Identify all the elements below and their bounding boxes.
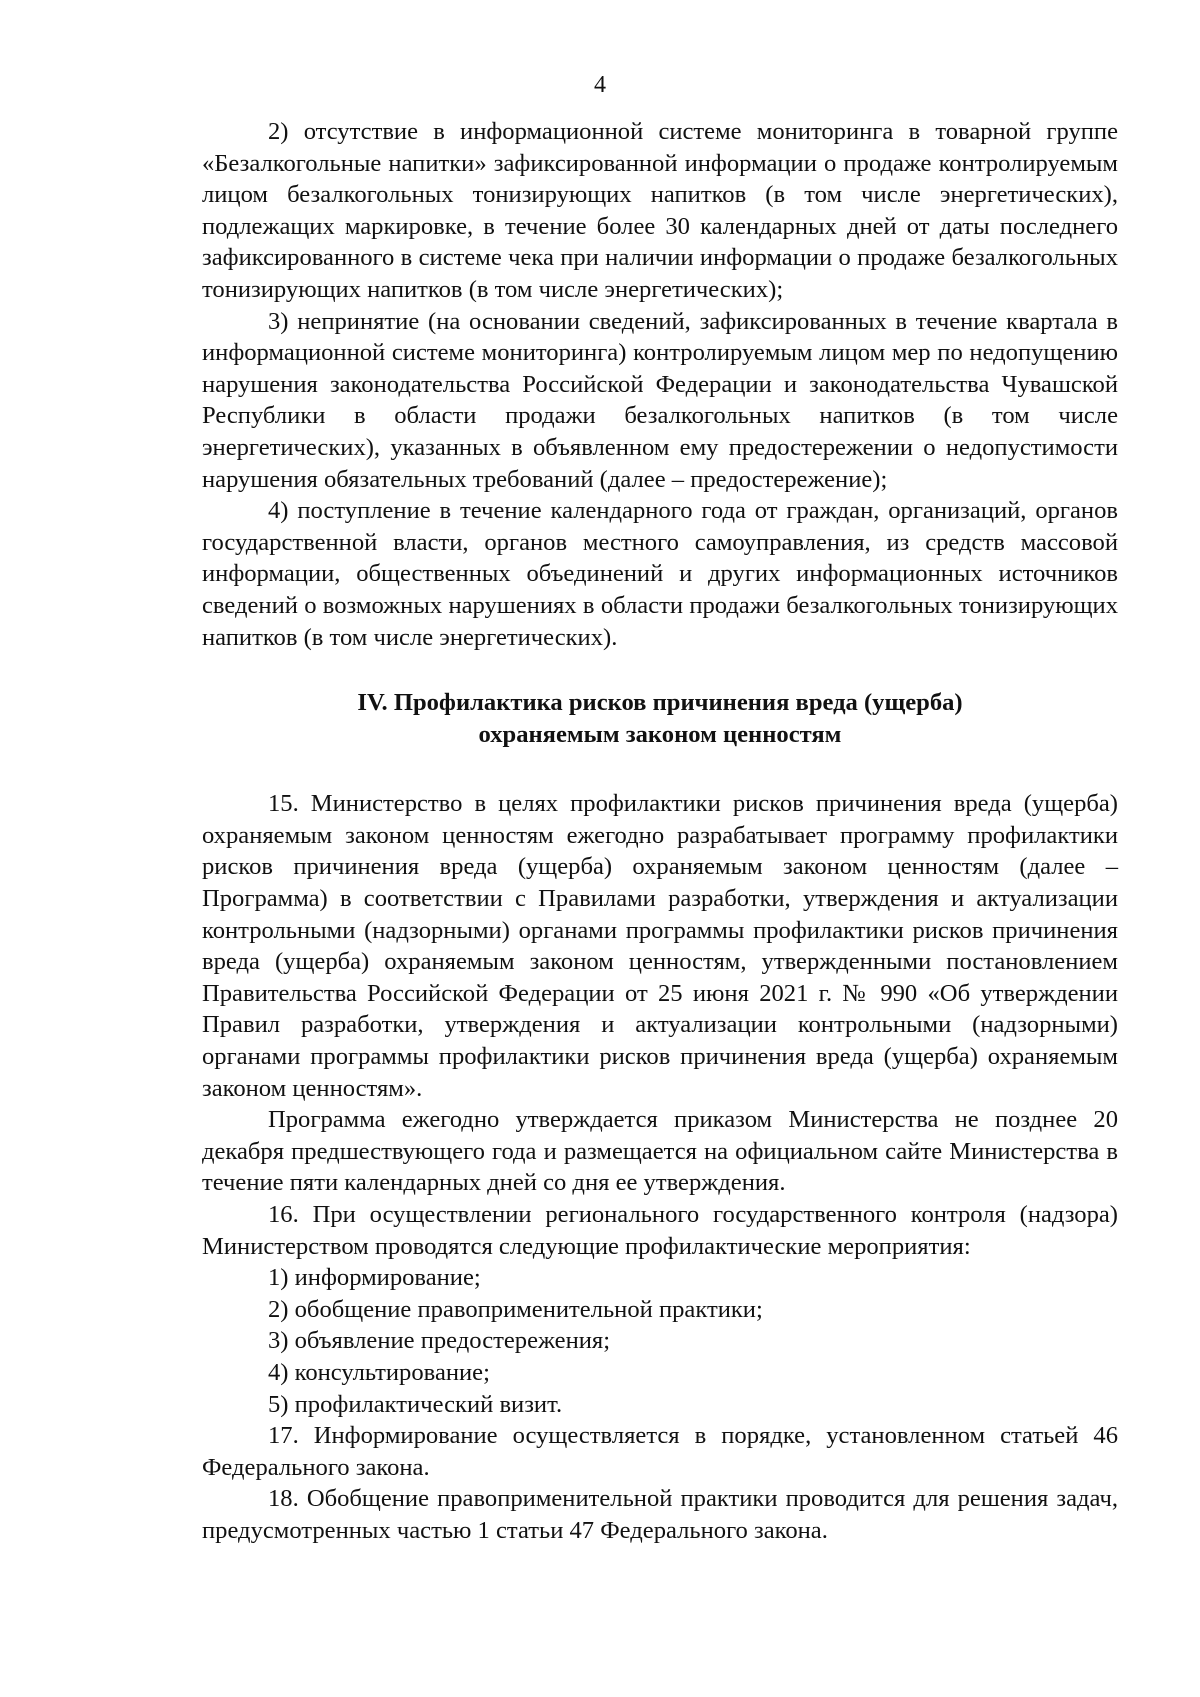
measure-item-1: 1) информирование; xyxy=(268,1264,481,1292)
measure-item-5: 5) профилактический визит. xyxy=(268,1390,563,1418)
page-number: 4 xyxy=(594,72,606,98)
measure-item-4: 4) консультирование; xyxy=(268,1358,490,1386)
paragraph-item-4: 4) поступление в течение календарного года от граждан, организаций, органов государственной власти, органов местного самоуправления, из средств массовой информации, общественных объединений и других информационных источников сведений о возможных нарушениях в области продажи безалкогольных тонизирующих напитков (в том числе энергетических). xyxy=(202,497,1118,651)
section-heading-line-2: охраняемым законом ценностям xyxy=(478,720,842,748)
paragraph-17: 17. Информирование осуществляется в порядке, установленном статьей 46 Федерального закона. xyxy=(202,1422,1118,1481)
paragraph-item-2: 2) отсутствие в информационной системе мониторинга в товарной группе «Безалкогольные напитки» зафиксированной информации о продаже контролируемым лицом безалкогольных тонизирующих напитков (в том числе энергетических), подлежащих маркировке, в течение более 30 календарных дней от даты последнего зафиксированного в системе чека при наличии информации о продаже безалкогольных тонизирующих напитков (в том числе энергетических); xyxy=(202,118,1118,303)
paragraph-program-approval: Программа ежегодно утверждается приказом Министерства не позднее 20 декабря предшествующего года и размещается на официальном сайте Министерства в течение пяти календарных дней со дня ее утверждения. xyxy=(202,1106,1118,1197)
measure-item-3: 3) объявление предостережения; xyxy=(268,1327,611,1355)
paragraph-item-3: 3) непринятие (на основании сведений, зафиксированных в течение квартала в информационной системе мониторинга) контролируемым лицом мер по недопущению нарушения законодательства Российской Федерации и законодательства Чувашской Республики в области продажи безалкогольных напитков (в том числе энергетических), указанных в объявленном ему предостережении о недопустимости нарушения обязательных требований (далее – предостережение); xyxy=(202,307,1118,493)
measure-item-2: 2) обобщение правоприменительной практики; xyxy=(268,1295,763,1323)
section-heading-line-1: IV. Профилактика рисков причинения вреда (ущерба) xyxy=(357,689,963,717)
paragraph-16: 16. При осуществлении регионального государственного контроля (надзора) Министерством проводятся следующие профилактические мероприятия: xyxy=(202,1201,1118,1260)
paragraph-15: 15. Министерство в целях профилактики рисков причинения вреда (ущерба) охраняемым законом ценностям ежегодно разрабатывает программу профилактики рисков причинения вреда (ущерба) охраняемым законом ценностям (далее – Программа) в соответствии с Правилами разработки, утверждения и актуализации контрольными (надзорными) органами программы профилактики рисков причинения вреда (ущерба) охраняемым законом ценностям, утвержденными постановлением Правительства Российской Федерации от 25 июня 2021 г. № 990 «Об утверждении Правил разработки, утверждения и актуализации контрольными (надзорными) органами программы профилактики рисков причинения вреда (ущерба) охраняемым законом ценностям». xyxy=(202,790,1118,1102)
paragraph-18: 18. Обобщение правоприменительной практики проводится для решения задач, предусмотренных частью 1 статьи 47 Федерального закона. xyxy=(202,1485,1118,1544)
document-body xyxy=(202,116,1118,1547)
section-heading xyxy=(202,687,1118,750)
